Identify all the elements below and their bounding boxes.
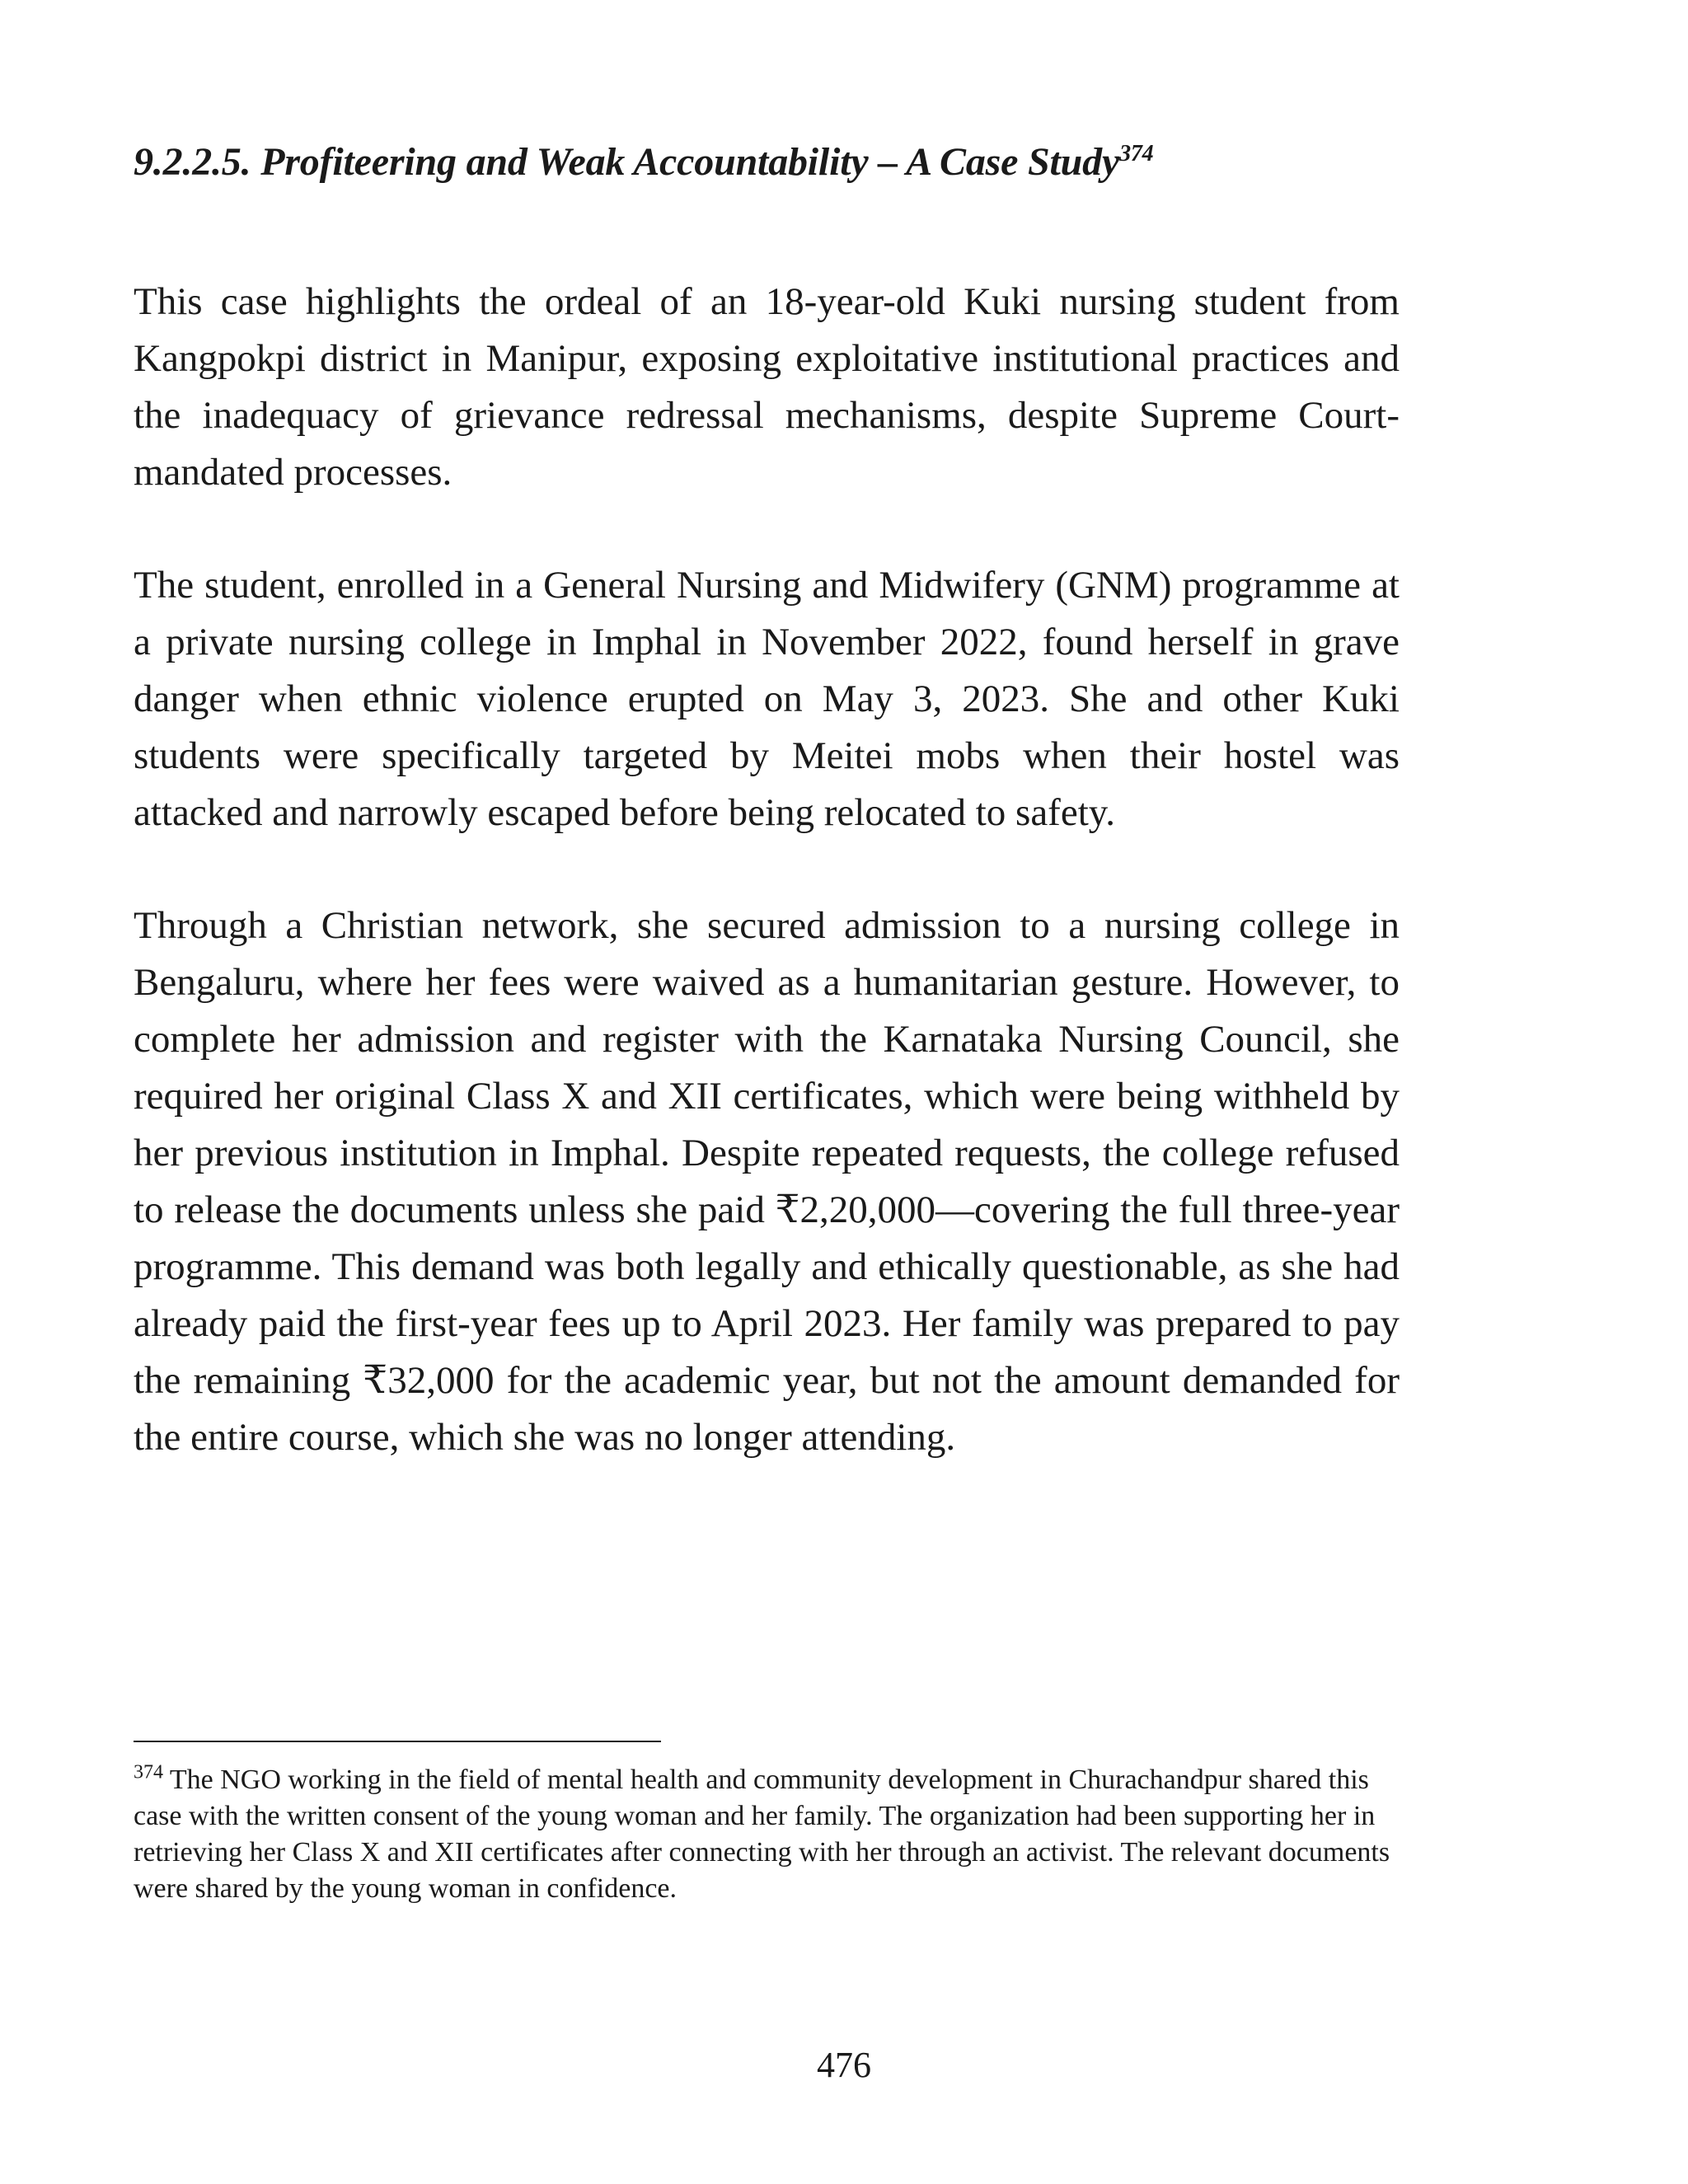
section-heading	[134, 138, 1403, 186]
paragraph-intro: This case highlights the ordeal of an 18-year-old Kuki nursing student from Kangpokpi district in Manipur, exposing exploitative institutional practices and the inadequacy of grievance redressal mechanisms, despite Supreme Court-mandated processes.	[134, 280, 1400, 494]
page-number: 476	[817, 2045, 871, 2085]
body-text	[134, 274, 1400, 1522]
heading-footnote-ref[interactable]: 374	[1119, 141, 1154, 166]
footnote-separator	[134, 1741, 661, 1742]
footnote-text: The NGO working in the field of mental health and community development in Churachandpur shared this case with the written consent of the young woman and her family. The organization had been supporting her in retrieving her Class X and XII certificates after connecting with her through an activist. The relevant documents were shared by the young woman in confidence.	[134, 1765, 1390, 1904]
section-heading-text: 9.2.2.5. Profiteering and Weak Accountability – A Case Study	[134, 140, 1120, 184]
footnote-number: 374	[134, 1761, 163, 1783]
paragraph-background: The student, enrolled in a General Nursing and Midwifery (GNM) programme at a private nursing college in Imphal in November 2022, found herself in grave danger when ethnic violence erupted on May 3, 2023. She and other Kuki students were specifically targeted by Meitei mobs when their hostel was attacked and narrowly escaped before being relocated to safety.	[134, 564, 1400, 834]
footnote	[134, 1762, 1403, 1907]
paragraph-admission: Through a Christian network, she secured admission to a nursing college in Bengaluru, where her fees were waived as a humanitarian gesture. However, to complete her admission and register with the Karnataka Nursing Council, she required her original Class X and XII certificates, which were being withheld by her previous institution in Imphal. Despite repeated requests, the college refused to release the documents unless she paid ₹2,20,000—covering the full three-year programme. This demand was both legally and ethically questionable, as she had already paid the first-year fees up to April 2023. Her family was prepared to pay the remaining ₹32,000 for the academic year, but not the amount demanded for the entire course, which she was no longer attending.	[134, 904, 1400, 1459]
